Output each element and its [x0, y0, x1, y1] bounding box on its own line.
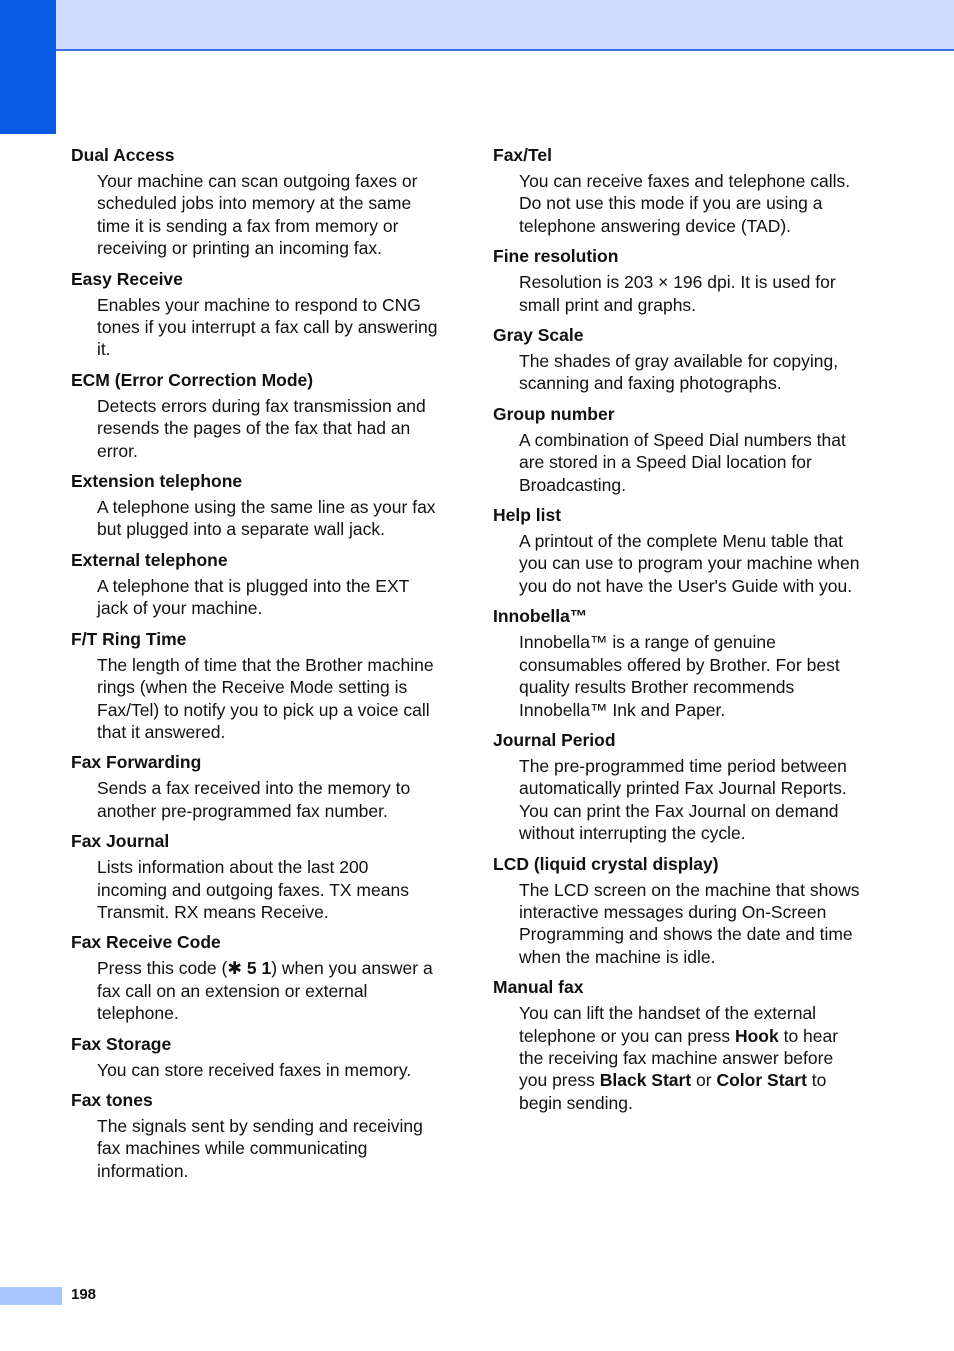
term: Fax Receive Code	[71, 932, 221, 953]
color-start-key-label: Color Start	[716, 1070, 807, 1091]
definition: The pre-programmed time period between automatically printed Fax Journal Reports. You can print the Fax Journal on demand without interrupting the cycle.	[519, 755, 847, 844]
term: ECM (Error Correction Mode)	[71, 369, 314, 390]
definition: The shades of gray available for copying, scanning and faxing photographs.	[519, 351, 839, 394]
star-key-icon: ✱	[227, 958, 242, 979]
def-text: You can lift the handset of the external telephone or you can press	[519, 1003, 817, 1046]
glossary-entry-fax-storage	[71, 1033, 443, 1081]
definition: You can store received faxes in memory.	[97, 1059, 412, 1080]
term: Fax Journal	[71, 831, 170, 852]
definition: Resolution is 203 × 196 dpi. It is used for small print and graphs.	[519, 272, 836, 315]
definition: You can receive faxes and telephone calls. Do not use this mode if you are using a telephone answering device (TAD).	[519, 171, 851, 236]
def-text: ) when you answer a fax call on an extension or external telephone.	[97, 958, 433, 1024]
term: F/T Ring Time	[71, 628, 187, 649]
glossary-entry-journal-period	[493, 729, 865, 845]
glossary-entry-fax-journal	[71, 830, 443, 923]
glossary-entry-fine-resolution	[493, 245, 865, 316]
definition: The length of time that the Brother machine rings (when the Receive Mode setting is Fax/Tel) to notify you to pick up a voice call that it answered.	[97, 654, 434, 742]
definition: A telephone that is plugged into the EXT jack of your machine.	[97, 575, 409, 619]
definition: Sends a fax received into the memory to another pre-programmed fax number.	[97, 778, 411, 821]
definition: Your machine can scan outgoing faxes or scheduled jobs into memory at the same time it is sending a fax from memory or receiving or printing an incoming fax.	[97, 171, 418, 259]
term: Journal Period	[493, 729, 616, 750]
glossary-entry-fax-tel	[493, 144, 865, 237]
glossary-entry-help-list	[493, 504, 865, 597]
glossary-right-column	[493, 144, 865, 1122]
chapter-tab	[0, 0, 56, 134]
glossary-entry-fax-tones	[71, 1089, 443, 1182]
header-band	[56, 0, 954, 51]
glossary-entry-fax-forwarding	[71, 751, 443, 822]
glossary-entry-lcd	[493, 853, 865, 969]
glossary-entry-easy-receive	[71, 268, 443, 361]
glossary-entry-dual-access	[71, 144, 443, 260]
def-text: Press this code (	[97, 958, 228, 979]
term: Easy Receive	[71, 268, 183, 289]
definition: Lists information about the last 200 incoming and outgoing faxes. TX means Transmit. RX means Receive.	[97, 857, 409, 922]
def-text: to hear the receiving fax machine answer before you press	[519, 1025, 839, 1091]
definition: Detects errors during fax transmission and resends the pages of the fax that had an error.	[97, 395, 426, 461]
term: Manual fax	[493, 977, 584, 998]
glossary-entry-external-telephone	[71, 549, 443, 620]
term: Fax tones	[71, 1089, 153, 1110]
definition: The signals sent by sending and receiving fax machines while communicating information.	[97, 1115, 423, 1181]
term: Fax Storage	[71, 1033, 172, 1054]
term: Group number	[493, 403, 615, 424]
glossary-entry-fax-receive-code	[71, 931, 443, 1024]
def-text: or	[691, 1070, 717, 1091]
black-start-key-label: Black Start	[599, 1070, 692, 1091]
definition: Enables your machine to respond to CNG tones if you interrupt a fax call by answering it.	[97, 294, 438, 360]
term: Innobella™	[493, 606, 588, 627]
glossary-entry-gray-scale	[493, 324, 865, 395]
def-code: 5 1	[242, 958, 272, 979]
glossary-entry-innobella	[493, 605, 865, 721]
term: LCD (liquid crystal display)	[493, 853, 719, 874]
term: Fax Forwarding	[71, 752, 202, 773]
definition: A printout of the complete Menu table that you can use to program your machine when you do not have the User's Guide with you.	[519, 531, 860, 596]
hook-key-label: Hook	[734, 1025, 779, 1046]
term: Extension telephone	[71, 471, 243, 492]
definition	[97, 957, 443, 1024]
glossary-entry-extension-telephone	[71, 470, 443, 541]
term: Gray Scale	[493, 325, 584, 346]
def-text: to begin sending.	[519, 1070, 827, 1113]
term: Dual Access	[71, 145, 175, 165]
footer-bar	[0, 1287, 62, 1305]
definition: Innobella™ is a range of genuine consumables offered by Brother. For best quality results Brother recommends Innobella™ Ink and Paper.	[519, 632, 840, 720]
page-number: 198	[71, 1286, 97, 1303]
definition	[519, 1002, 865, 1114]
glossary-entry-group-number	[493, 403, 865, 496]
term: Fine resolution	[493, 246, 619, 267]
definition: The LCD screen on the machine that shows interactive messages during On-Screen Programming and shows the date and time when the machine is idle.	[519, 879, 860, 967]
definition: A combination of Speed Dial numbers that are stored in a Speed Dial location for Broadcasting.	[519, 429, 846, 495]
definition: A telephone using the same line as your fax but plugged into a separate wall jack.	[97, 497, 436, 540]
glossary-entry-ft-ring-time	[71, 628, 443, 744]
term: Help list	[493, 505, 562, 526]
glossary-entry-manual-fax	[493, 976, 865, 1114]
term: External telephone	[71, 549, 228, 570]
glossary-entry-ecm	[71, 369, 443, 462]
term: Fax/Tel	[493, 145, 553, 165]
glossary-left-column	[71, 144, 443, 1190]
